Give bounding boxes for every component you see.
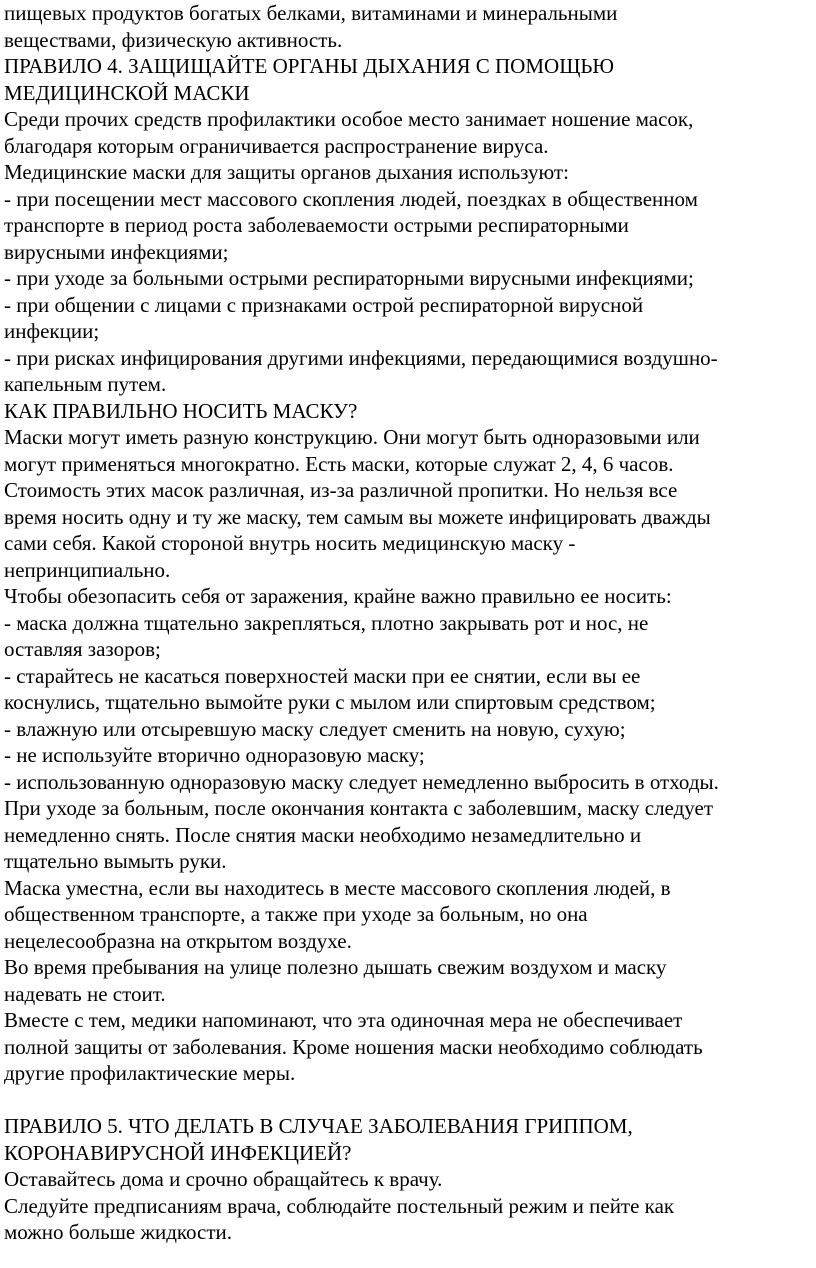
paragraph-line: благодаря которым ограничивается распространение вируса. [4, 133, 549, 158]
paragraph-line: вирусными инфекциями; [4, 239, 229, 264]
paragraph-line: - при рисках инфицирования другими инфекциями, передающимися воздушно- [4, 345, 718, 370]
paragraph-line: При уходе за больным, после окончания контакта с заболевшим, маску следует [4, 796, 714, 820]
paragraph-line: Чтобы обезопасить себя от заражения, крайне важно правильно ее носить: [4, 584, 672, 608]
section-heading-line: МЕДИЦИНСКОЙ МАСКИ [4, 80, 250, 105]
paragraph-line: - старайтесь не касаться поверхностей маски при ее снятии, если вы ее [4, 663, 641, 688]
paragraph-line: Во время пребывания на улице полезно дышать свежим воздухом и маску [4, 955, 667, 979]
paragraph-line: веществами, физическую активность. [4, 27, 343, 52]
paragraph-line: - при уходе за больными острыми респираторными вирусными инфекциями; [4, 266, 694, 290]
paragraph-line: другие профилактические меры. [4, 1061, 296, 1085]
paragraph-line: пищевых продуктов богатых белками, витаминами и минеральными [4, 1, 618, 25]
blank-line [4, 1087, 808, 1114]
paragraph-line: - влажную или отсыревшую маску следует сменить на новую, сухую; [4, 716, 626, 741]
paragraph-line: Вместе с тем, медики напоминают, что эта одиночная мера не обеспечивает [4, 1008, 683, 1032]
paragraph-line: - при посещении мест массового скопления людей, поездках в общественном [4, 186, 698, 211]
paragraph-line: оставляя зазоров; [4, 637, 161, 661]
paragraph-line: Медицинские маски для защиты органов дыхания используют: [4, 160, 569, 184]
paragraph-line: время носить одну и ту же маску, тем самым вы можете инфицировать дважды [4, 504, 711, 529]
paragraph-line: Стоимость этих масок различная, из-за различной пропитки. Но нельзя все [4, 478, 678, 502]
paragraph-line: - не используйте вторично одноразовую маску; [4, 743, 425, 767]
paragraph-line: могут применяться многократно. Есть маски, которые служат 2, 4, 6 часов. [4, 451, 674, 476]
section-heading-line: ПРАВИЛО 5. ЧТО ДЕЛАТЬ В СЛУЧАЕ ЗАБОЛЕВАНИЯ ГРИППОМ, [4, 1114, 633, 1138]
paragraph-line: коснулись, тщательно вымойте руки с мылом или спиртовым средством; [4, 690, 656, 714]
paragraph-line: Маски могут иметь разную конструкцию. Они могут быть одноразовыми или [4, 425, 700, 449]
paragraph-line: Маска уместна, если вы находитесь в месте массового скопления людей, в [4, 875, 671, 900]
paragraph-line: - использованную одноразовую маску следует немедленно выбросить в отходы. [4, 769, 719, 794]
section-heading-line: ПРАВИЛО 4. ЗАЩИЩАЙТЕ ОРГАНЫ ДЫХАНИЯ С ПОМОЩЬЮ [4, 54, 615, 78]
paragraph-line: тщательно вымыть руки. [4, 849, 227, 873]
section-heading-line: КАК ПРАВИЛЬНО НОСИТЬ МАСКУ? [4, 398, 358, 423]
section-heading-line: КОРОНАВИРУСНОЙ ИНФЕКЦИЕЙ? [4, 1140, 352, 1165]
paragraph-line: Оставайтесь дома и срочно обращайтесь к врачу. [4, 1167, 443, 1191]
paragraph-line: транспорте в период роста заболеваемости острыми респираторными [4, 213, 629, 237]
paragraph-line: капельным путем. [4, 372, 167, 396]
paragraph-line: сами себя. Какой стороной внутрь носить медицинскую маску - [4, 531, 576, 555]
paragraph-line: - маска должна тщательно закрепляться, плотно закрывать рот и нос, не [4, 610, 649, 635]
document-body [4, 0, 808, 1246]
paragraph-line: надевать не стоит. [4, 981, 166, 1006]
paragraph-line: - при общении с лицами с признаками острой респираторной вирусной [4, 292, 644, 317]
paragraph-line: полной защиты от заболевания. Кроме ношения маски необходимо соблюдать [4, 1034, 703, 1059]
paragraph-line: инфекции; [4, 319, 100, 343]
paragraph-line: общественном транспорте, а также при уходе за больным, но она [4, 902, 588, 926]
paragraph-line: Среди прочих средств профилактики особое место занимает ношение масок, [4, 107, 694, 131]
paragraph-line: немедленно снять. После снятия маски необходимо незамедлительно и [4, 822, 642, 847]
paragraph-line: нецелесообразна на открытом воздухе. [4, 928, 352, 953]
paragraph-line: Следуйте предписаниям врача, соблюдайте постельный режим и пейте как [4, 1193, 675, 1218]
paragraph-line: непринципиально. [4, 557, 171, 582]
paragraph-line: можно больше жидкости. [4, 1220, 233, 1244]
